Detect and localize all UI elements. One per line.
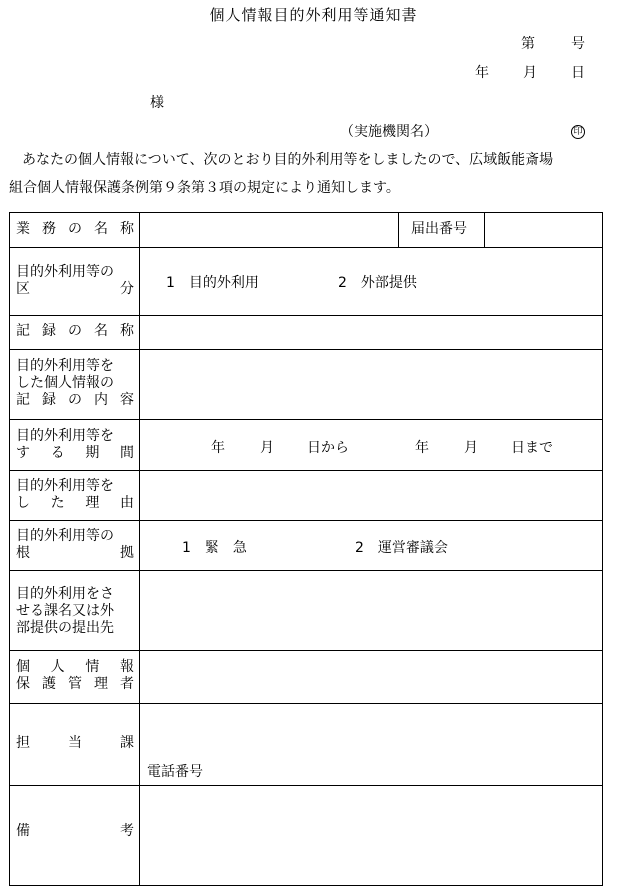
basis-option-1: 1 緊 急 <box>182 540 247 556</box>
document-number-label: 第 <box>521 36 535 52</box>
seal-mark <box>571 122 585 139</box>
label-period: 目的外利用等を す る 期 間 <box>16 428 134 461</box>
label-department: 担 当 課 <box>16 735 134 751</box>
label-job-name: 業 務 の 名 称 <box>16 221 134 237</box>
category-option-2: 2 外部提供 <box>338 275 417 291</box>
date-year: 年 <box>475 65 489 81</box>
date-month: 月 <box>523 65 537 81</box>
document-number-suffix: 号 <box>571 36 585 52</box>
phone-number-label: 電話番号 <box>147 764 203 780</box>
label-privacy-manager: 個 人 情 報 保 護 管 理 者 <box>16 659 134 692</box>
intro-line-1: あなたの個人情報について、次のとおり目的外利用等をしましたので、広域飯能斎場 <box>22 152 554 168</box>
seal-icon: 印 <box>571 125 585 139</box>
period-to-day: 日まで <box>511 440 553 456</box>
label-basis: 目的外利用等の 根 拠 <box>16 528 134 561</box>
basis-option-2: 2 運営審議会 <box>355 540 448 556</box>
notification-form-table <box>9 212 603 886</box>
label-record-name: 記 録 の 名 称 <box>16 323 134 339</box>
label-reason: 目的外利用等を し た 理 由 <box>16 478 134 511</box>
period-from-month: 月 <box>260 440 274 456</box>
label-record-content: 目的外利用等を した個人情報の 記 録 の 内 容 <box>16 358 134 408</box>
label-category: 目的外利用等の 区 分 <box>16 264 134 297</box>
period-from-day: 日から <box>307 440 349 456</box>
period-to-month: 月 <box>464 440 478 456</box>
period-to-year: 年 <box>415 440 429 456</box>
label-destination: 目的外利用をさ せる課名又は外 部提供の提出先 <box>16 586 114 636</box>
period-from-year: 年 <box>211 440 225 456</box>
date-day: 日 <box>571 65 585 81</box>
agency-name-label: （実施機関名） <box>340 124 438 140</box>
label-notification-number: 届出番号 <box>411 221 467 237</box>
addressee-suffix: 様 <box>150 95 164 111</box>
label-remarks: 備 考 <box>16 823 134 839</box>
intro-line-2: 組合個人情報保護条例第９条第３項の規定により通知します。 <box>9 180 400 196</box>
category-option-1: 1 目的外利用 <box>166 275 259 291</box>
page-title: 個人情報目的外利用等通知書 <box>209 6 418 24</box>
